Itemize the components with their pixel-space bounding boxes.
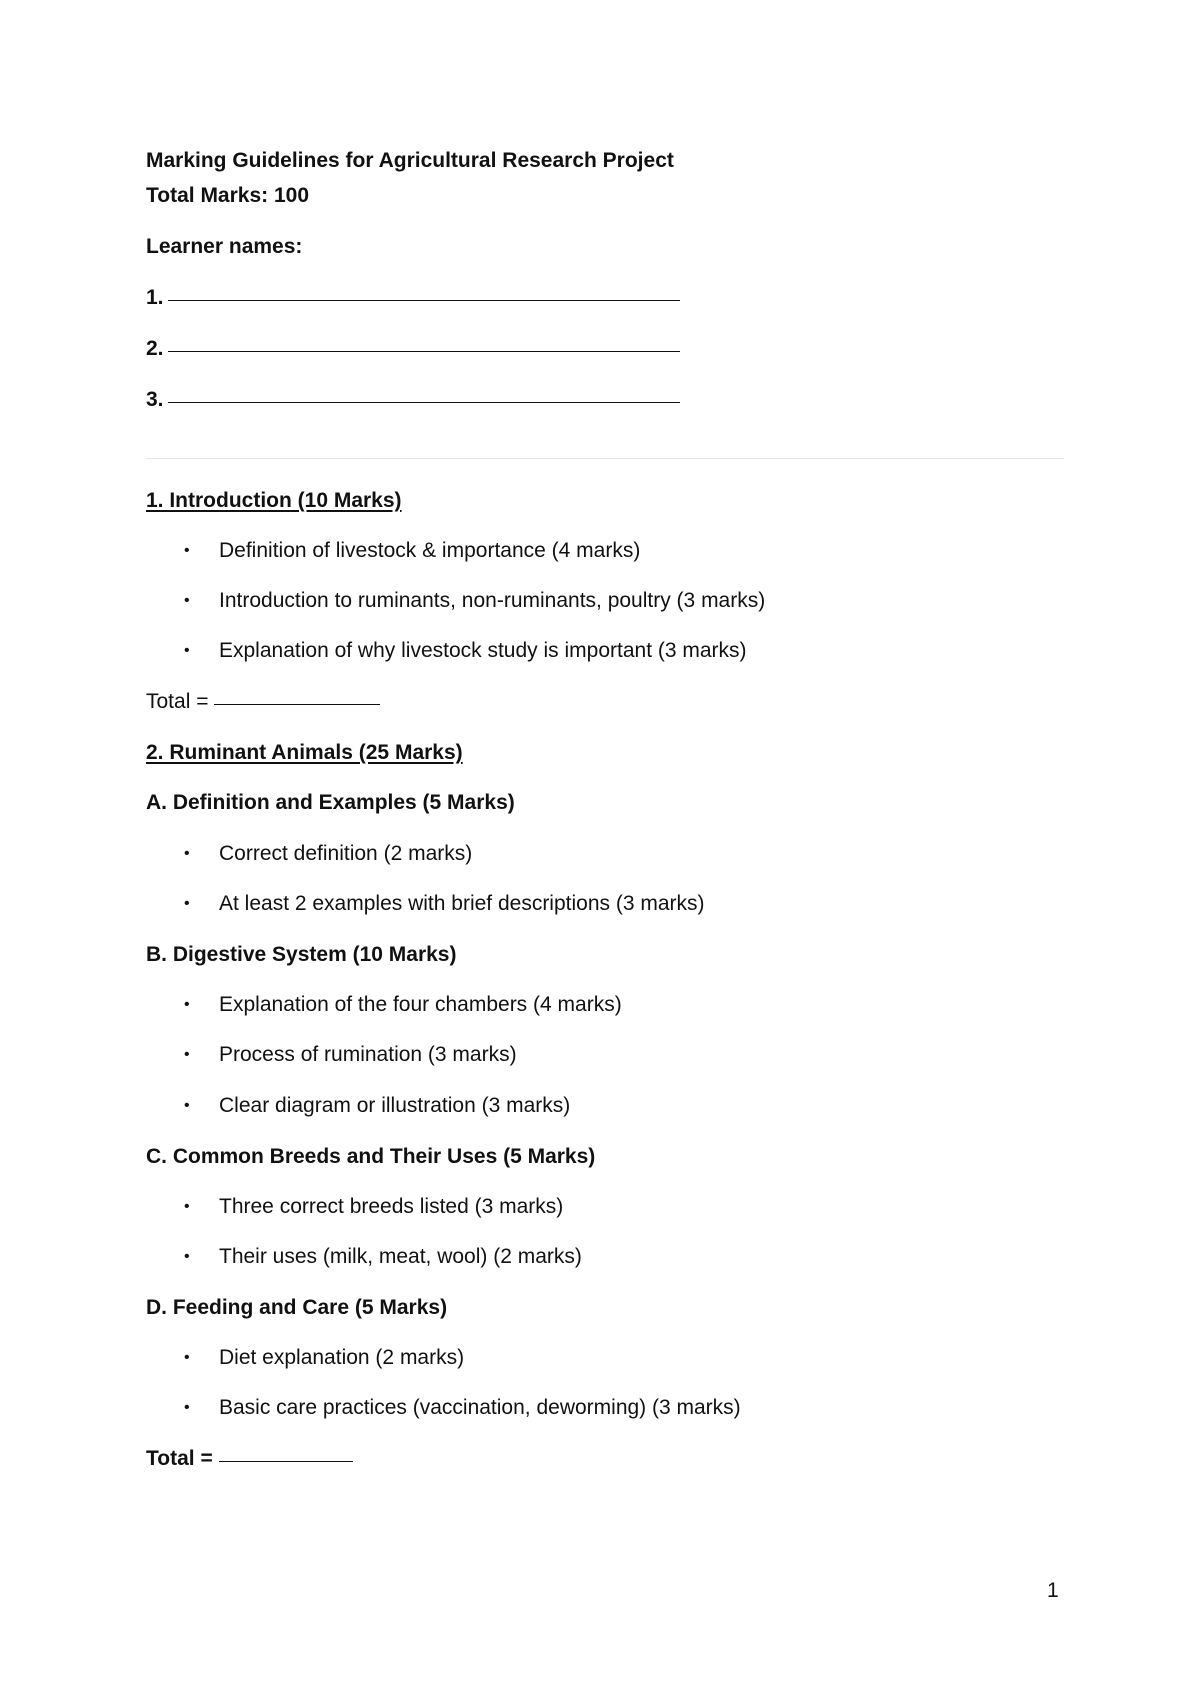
subsection-d-item: Diet explanation (2 marks) (219, 1346, 465, 1369)
section-divider (146, 458, 1064, 459)
learner-line-1[interactable] (146, 285, 680, 311)
section1-total[interactable] (146, 689, 380, 715)
bullet-icon: • (184, 1046, 190, 1063)
subsection-b-item: Explanation of the four chambers (4 marks) (219, 993, 622, 1016)
subsection-c-heading: C. Common Breeds and Their Uses (5 Marks) (146, 1145, 596, 1168)
bullet-icon: • (184, 1097, 190, 1114)
subsection-c-item: Three correct breeds listed (3 marks) (219, 1195, 564, 1218)
subsection-a-heading: A. Definition and Examples (5 Marks) (146, 791, 515, 814)
bullet-icon: • (184, 1248, 190, 1265)
learner-name-blank[interactable] (168, 351, 680, 352)
learner-line-number: 3. (146, 388, 164, 411)
section1-item: Definition of livestock & importance (4 marks) (219, 539, 641, 562)
section1-item: Explanation of why livestock study is important (3 marks) (219, 639, 747, 662)
total-label: Total = (146, 1447, 213, 1470)
subsection-d-heading: D. Feeding and Care (5 Marks) (146, 1296, 448, 1319)
bullet-icon: • (184, 895, 190, 912)
subsection-b-item: Process of rumination (3 marks) (219, 1043, 517, 1066)
subsection-d-item: Basic care practices (vaccination, deworming) (3 marks) (219, 1396, 741, 1419)
subsection-b-heading: B. Digestive System (10 Marks) (146, 943, 457, 966)
learner-name-blank[interactable] (168, 402, 680, 403)
bullet-icon: • (184, 1349, 190, 1366)
section1-item: Introduction to ruminants, non-ruminants, poultry (3 marks) (219, 589, 766, 612)
page-number: 1 (1047, 1579, 1059, 1602)
bullet-icon: • (184, 996, 190, 1013)
bullet-icon: • (184, 642, 190, 659)
bullet-icon: • (184, 592, 190, 609)
learner-line-number: 1. (146, 286, 164, 309)
learner-name-blank[interactable] (168, 300, 680, 301)
document-title: Marking Guidelines for Agricultural Research Project (146, 149, 674, 172)
total-marks: Total Marks: 100 (146, 184, 310, 207)
learner-line-3[interactable] (146, 387, 680, 413)
total-blank[interactable] (219, 1461, 353, 1462)
bullet-icon: • (184, 1198, 190, 1215)
learner-names-label: Learner names: (146, 235, 303, 258)
learner-line-number: 2. (146, 337, 164, 360)
section2-heading: 2. Ruminant Animals (25 Marks) (146, 741, 463, 764)
subsection-c-item: Their uses (milk, meat, wool) (2 marks) (219, 1245, 582, 1268)
total-label: Total = (146, 690, 209, 713)
section2-total[interactable] (146, 1446, 353, 1472)
learner-line-2[interactable] (146, 336, 680, 362)
subsection-a-item: Correct definition (2 marks) (219, 842, 473, 865)
section1-heading: 1. Introduction (10 Marks) (146, 489, 402, 512)
bullet-icon: • (184, 845, 190, 862)
subsection-b-item: Clear diagram or illustration (3 marks) (219, 1094, 571, 1117)
bullet-icon: • (184, 542, 190, 559)
total-blank[interactable] (214, 704, 380, 705)
bullet-icon: • (184, 1399, 190, 1416)
subsection-a-item: At least 2 examples with brief descriptions (3 marks) (219, 892, 705, 915)
